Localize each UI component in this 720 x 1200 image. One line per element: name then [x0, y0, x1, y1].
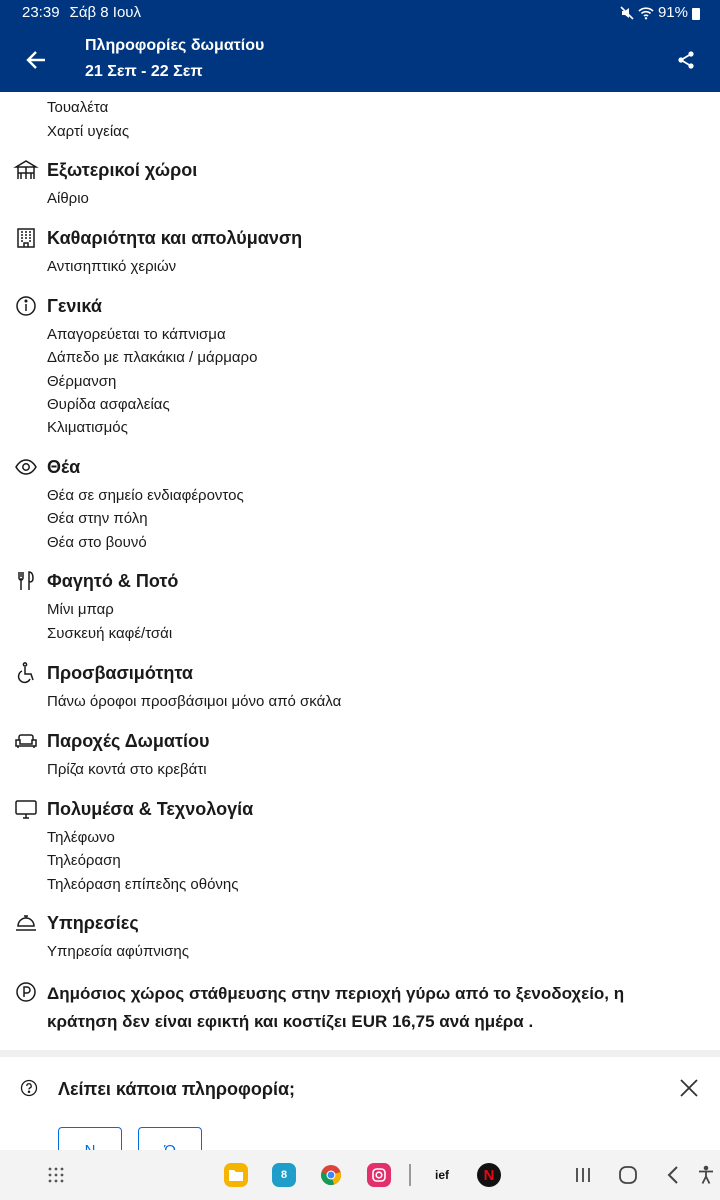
instagram-app-icon[interactable] — [367, 1163, 391, 1187]
fork-knife-icon — [14, 569, 38, 593]
list-item: Θυρίδα ασφαλείας — [47, 396, 170, 413]
question-icon — [20, 1079, 38, 1102]
share-button[interactable] — [668, 42, 704, 78]
eye-icon — [14, 455, 38, 479]
wheelchair-icon — [14, 661, 38, 685]
list-item: Τηλέφωνο — [47, 829, 115, 846]
list-item: Απαγορεύεται το κάπνισμα — [47, 326, 226, 343]
list-item: Κλιματισμός — [47, 419, 128, 436]
back-nav-button[interactable] — [661, 1163, 685, 1187]
status-time: 23:39 — [22, 4, 60, 21]
room-info-content — [0, 92, 720, 1050]
battery-icon — [692, 8, 700, 20]
divider — [0, 1050, 720, 1057]
parking-icon — [14, 980, 38, 1004]
chrome-app-icon[interactable] — [319, 1163, 343, 1187]
app-header — [0, 26, 720, 92]
list-item: Θέα στο βουνό — [47, 534, 147, 551]
section-title-media: Πολυμέσα & Τεχνολογία — [47, 799, 254, 819]
ief-label: ief — [434, 1168, 449, 1182]
list-item: Θέα στην πόλη — [47, 510, 148, 527]
list-item: Τηλεόραση — [47, 852, 121, 869]
feedback-panel — [0, 1057, 720, 1150]
section-title-general: Γενικά — [47, 296, 102, 316]
recents-button[interactable] — [571, 1163, 595, 1187]
list-item: Πάνω όροφοι προσβάσιμοι μόνο από σκάλα — [47, 693, 342, 710]
taskbar — [0, 1150, 720, 1200]
section-title-outdoors: Εξωτερικοί χώροι — [47, 160, 198, 180]
accessibility-icon — [696, 1165, 716, 1185]
accessibility-button[interactable] — [694, 1163, 718, 1187]
share-icon — [676, 50, 696, 70]
list-item: Αντισηπτικό χεριών — [47, 258, 177, 275]
chevron-left-icon — [665, 1166, 681, 1184]
list-item: Συσκευή καφέ/τσάι — [47, 625, 173, 642]
status-right — [620, 4, 700, 21]
section-title-food: Φαγητό & Ποτό — [47, 571, 179, 591]
section-title-services: Υπηρεσίες — [47, 913, 139, 933]
section-title-view: Θέα — [47, 457, 81, 477]
parking-info-line-2: κράτηση δεν είναι εφικτή και κοστίζει EUR 16,75 ανά ημέρα . — [47, 1012, 534, 1031]
list-item: Δάπεδο με πλακάκια / μάρμαρο — [47, 349, 258, 366]
status-date: Σάβ 8 Ιουλ — [69, 4, 142, 21]
mute-icon — [620, 6, 634, 20]
taskbar-separator — [409, 1164, 411, 1186]
home-icon — [618, 1165, 638, 1185]
status-bar — [0, 0, 720, 26]
date-range: 21 Σεπ - 22 Σεπ — [85, 63, 203, 80]
back-button[interactable] — [18, 42, 54, 78]
list-item: Θέρμανση — [47, 373, 117, 390]
status-left — [22, 4, 151, 21]
reception-bell-icon — [14, 911, 38, 935]
list-item: Τηλεόραση επίπεδης οθόνης — [47, 876, 239, 893]
feedback-question: Λείπει κάποια πληροφορία; — [58, 1079, 296, 1099]
home-button[interactable] — [616, 1163, 640, 1187]
list-item: Χαρτί υγείας — [47, 123, 130, 140]
netflix-label: N — [483, 1166, 495, 1184]
page-title: Πληροφορίες δωματίου — [85, 37, 265, 54]
close-feedback-button[interactable] — [672, 1071, 706, 1105]
sofa-icon — [14, 729, 38, 753]
info-icon — [14, 294, 38, 318]
back-arrow-icon — [25, 49, 47, 71]
battery-level: 91% — [657, 4, 688, 21]
section-title-cleaning: Καθαριότητα και απολύμανση — [47, 228, 303, 248]
close-icon — [679, 1078, 699, 1098]
wifi-icon — [638, 6, 654, 20]
parking-info-line-1: Δημόσιος χώρος στάθμευσης στην περιοχή γύρω από το ξενοδοχείο, η — [47, 984, 625, 1003]
section-title-accessibility: Προσβασιμότητα — [47, 663, 193, 683]
section-title-room-amenities: Παροχές Δωματίου — [47, 731, 210, 751]
list-item: Θέα σε σημείο ενδιαφέροντος — [47, 487, 244, 504]
calendar-app-icon[interactable] — [272, 1163, 296, 1187]
recents-icon — [574, 1166, 592, 1184]
list-item: Αίθριο — [47, 190, 89, 207]
ief-app-icon[interactable] — [430, 1163, 454, 1187]
building-icon — [14, 226, 38, 250]
files-app-icon[interactable] — [224, 1163, 248, 1187]
calendar-day: 8 — [280, 1169, 288, 1181]
app-drawer-icon[interactable] — [44, 1163, 68, 1187]
list-item: Πρίζα κοντά στο κρεβάτι — [47, 761, 207, 778]
list-item: Τουαλέτα — [47, 99, 109, 116]
netflix-app-icon[interactable] — [477, 1163, 501, 1187]
outdoor-icon — [14, 158, 38, 182]
list-item: Υπηρεσία αφύπνισης — [47, 943, 189, 960]
list-item: Μίνι μπαρ — [47, 601, 114, 618]
monitor-icon — [14, 797, 38, 821]
